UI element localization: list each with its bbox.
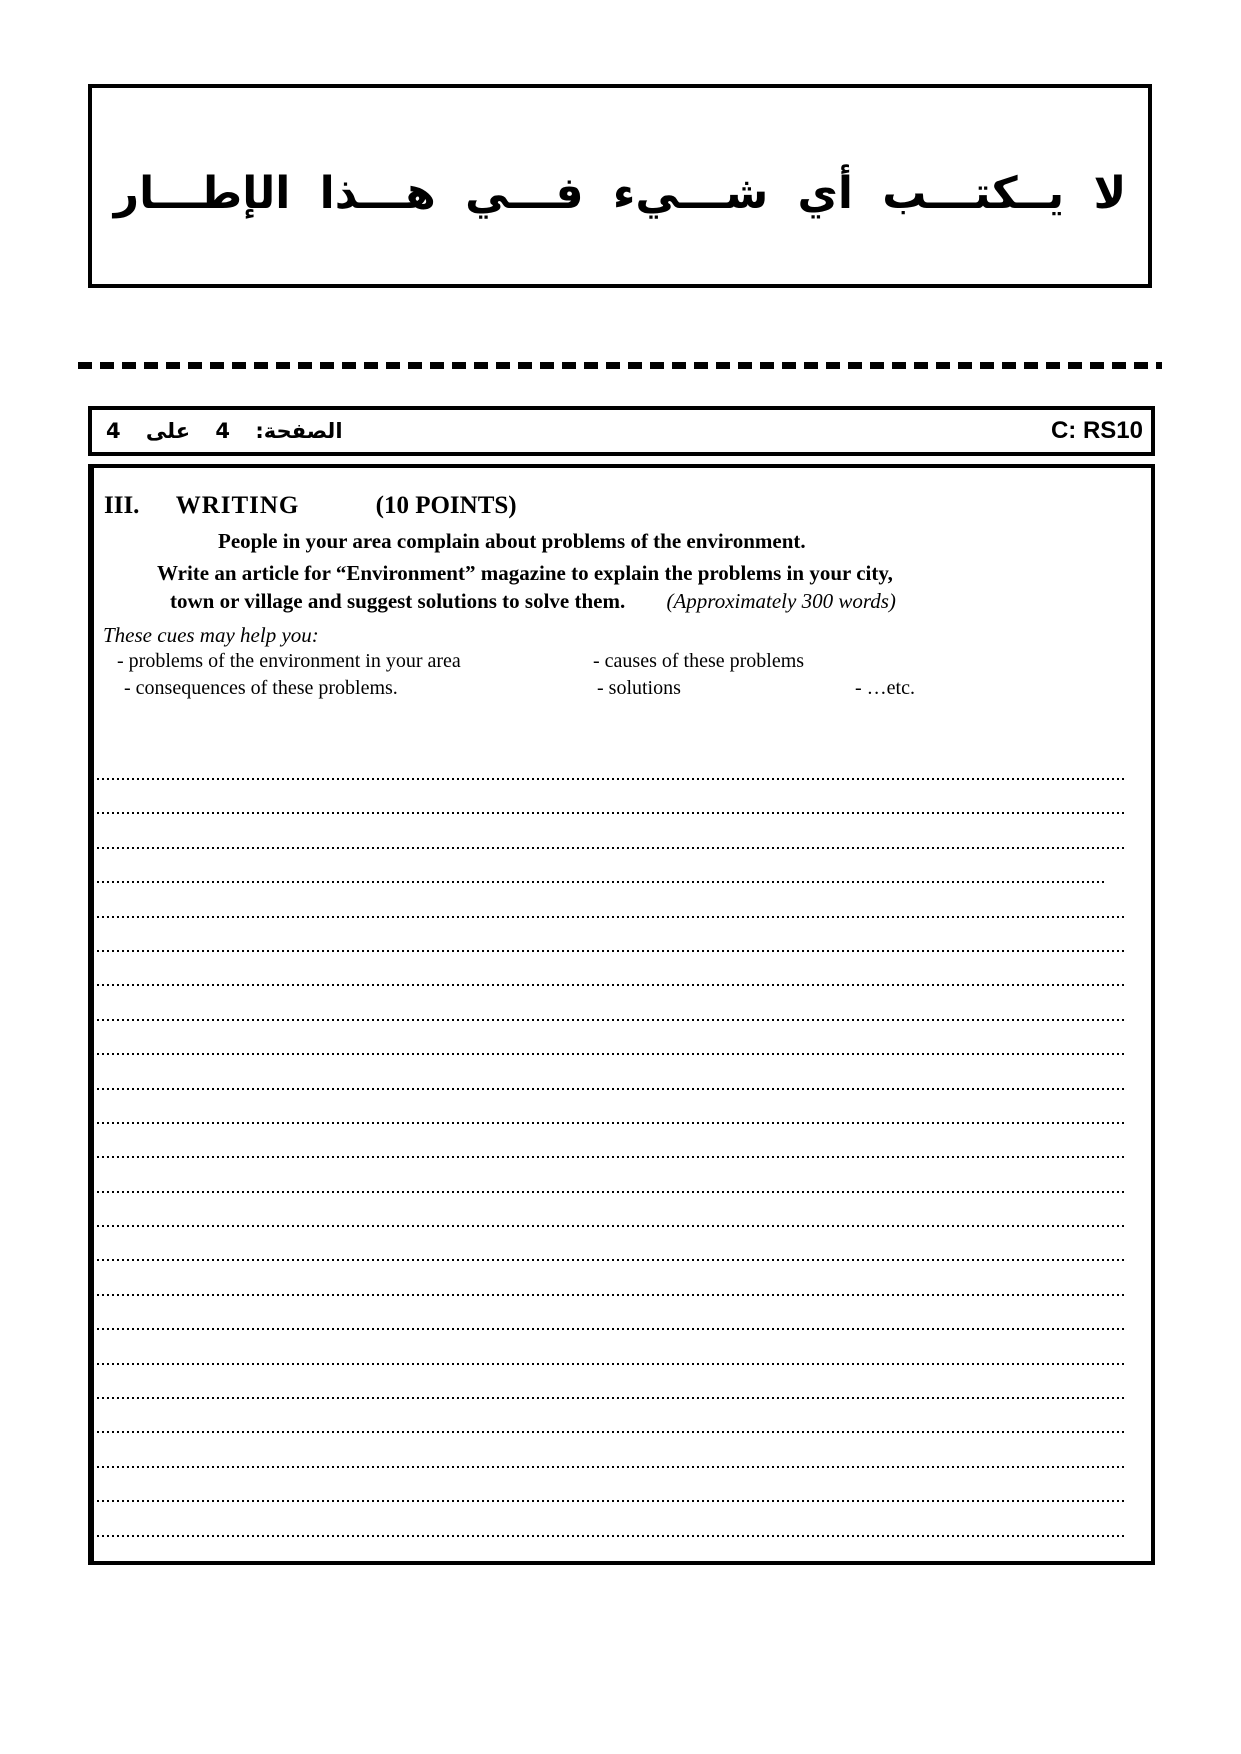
length-note: (Approximately 300 words) [666,589,896,613]
do-not-write-frame [88,84,1152,288]
writing-line [97,1053,1127,1055]
section-points: (10 POINTS) [375,492,517,519]
writing-situation: People in your area complain about problems of the environment. [218,529,806,553]
writing-line [97,1328,1127,1330]
cue-solutions: - solutions [597,677,681,699]
page-header-bar [88,406,1155,456]
writing-line [97,812,1127,814]
dashed-separator [78,362,1162,369]
do-not-write-text: لا يــكتـــب أي شـــيء فـــي هـــذا الإطـــار [113,167,1127,219]
writing-line [97,916,1127,918]
writing-line [97,1122,1127,1124]
writing-line [97,1500,1127,1502]
writing-answer-box [88,464,1155,1565]
cue-consequences: - consequences of these problems. [124,677,398,699]
cue-causes: - causes of these problems [593,650,805,672]
task-instruction-line1: Write an article for “Environment” magazine to explain the problems in your city, [157,561,893,585]
writing-line [97,1088,1127,1090]
cue-problems: - problems of the environment in your area [117,650,461,672]
writing-line [97,1431,1127,1433]
writing-line [97,1191,1127,1193]
writing-line [97,1259,1127,1261]
writing-line [97,1294,1127,1296]
section-heading [104,492,1151,520]
cues-row-1 [94,648,1151,675]
page-number-info: الصفحة: 4 على 4 [106,419,343,443]
writing-line [97,847,1127,849]
section-number: III. [104,492,140,519]
section-title: WRITING [175,492,300,519]
cue-etc: - …etc. [855,677,915,699]
writing-line [97,950,1127,952]
writing-lines [97,778,1127,1569]
writing-line [97,1225,1127,1227]
task-instruction-line2-text: town or village and suggest solutions to solve them. [170,589,626,613]
writing-line [97,1397,1127,1399]
writing-box-content [94,492,1151,1585]
cues-intro: These cues may help you: [103,623,319,647]
writing-line [97,1363,1127,1365]
writing-line [97,1466,1127,1468]
writing-line [97,1156,1127,1158]
writing-line [97,984,1127,986]
cues-row-2 [94,675,1151,702]
writing-line [97,1019,1127,1021]
task-instruction-line2 [170,588,1151,614]
writing-line [97,881,1107,883]
writing-line [97,1535,1127,1537]
exam-code: C: RS10 [1050,417,1143,444]
writing-line [97,778,1127,780]
